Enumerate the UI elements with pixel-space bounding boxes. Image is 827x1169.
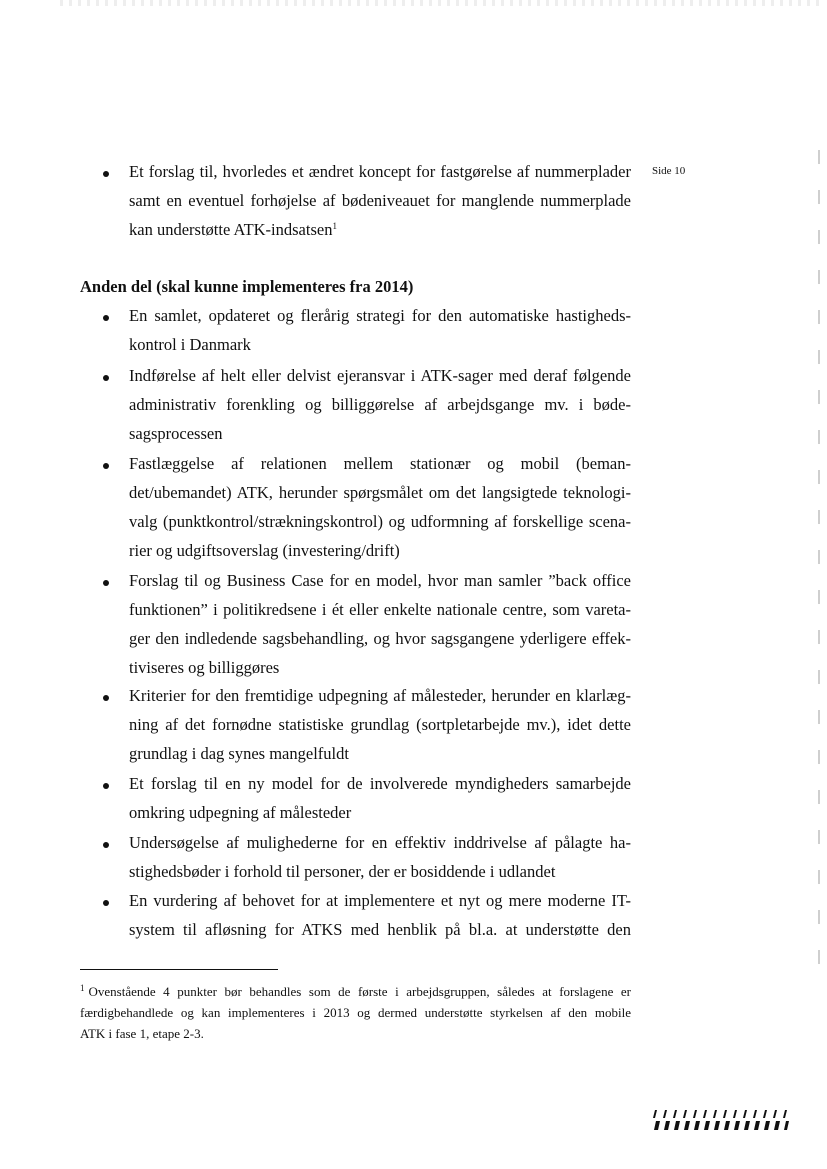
- item-line: sagsprocessen: [129, 424, 223, 443]
- item-line: Et forslag til en ny model for de involverede myndigheders samarbejde: [129, 774, 631, 793]
- item-line: Kriterier for den fremtidige udpegning af målesteder, herunder en klarlæg-: [129, 686, 631, 705]
- scan-artifact-top: [60, 0, 820, 6]
- bullet-icon: [103, 783, 109, 789]
- item-line: tiviseres og billiggøres: [129, 658, 280, 677]
- bullet-icon: [103, 900, 109, 906]
- item-line: grundlag i dag synes mangelfuldt: [129, 744, 349, 763]
- item-line: valg (punktkontrol/strækningskontrol) og udformning af forskellige scena-: [129, 512, 631, 531]
- item-line: Fastlæggelse af relationen mellem stationær og mobil (beman-: [129, 454, 631, 473]
- item-line: stighedsbøder i forhold til personer, der er bosiddende i udlandet: [129, 862, 556, 881]
- scan-artifact-right: [818, 150, 820, 970]
- bullet-icon: [103, 580, 109, 586]
- bullet-icon: [103, 171, 109, 177]
- footnote: [80, 981, 631, 1044]
- item-line: En samlet, opdateret og flerårig strategi for den automatiske hastigheds-: [129, 306, 631, 325]
- item-line: rier og udgiftsoverslag (investering/drift): [129, 541, 400, 560]
- item-line: En vurdering af behovet for at implementere et nyt og mere moderne IT-: [129, 891, 631, 910]
- item-line: det/ubemandet) ATK, herunder spørgsmålet om det langsigtede teknologi-: [129, 483, 631, 502]
- barcode-icon: [652, 1108, 790, 1132]
- footnote-line: [80, 981, 631, 1002]
- bullet-icon: [103, 315, 109, 321]
- item-line: kontrol i Danmark: [129, 335, 251, 354]
- item-line: Forslag til og Business Case for en model, hvor man samler ”back office: [129, 571, 631, 590]
- footnote-divider: [80, 969, 278, 970]
- footnote-line: færdigbehandlede og kan implementeres i 2013 og dermed understøtte styrkelsen af den mobile: [80, 1005, 631, 1020]
- footnote-mark: 1: [80, 983, 85, 993]
- page-number-label: Side 10: [652, 165, 686, 177]
- item-line: omkring udpegning af målesteder: [129, 803, 352, 822]
- footnote-line: ATK i fase 1, etape 2-3.: [80, 1026, 204, 1041]
- item-line: ger den indledende sagsbehandling, og hvor sagsgangene yderligere effek-: [129, 629, 631, 648]
- item-line: funktionen” i politikredsene i ét eller enkelte nationale centre, som vareta-: [129, 600, 631, 619]
- bullet-icon: [103, 842, 109, 848]
- intro-line-3: [129, 220, 631, 240]
- bullet-icon: [103, 375, 109, 381]
- intro-line-1: Et forslag til, hvorledes et ændret koncept for fastgørelse af nummerplader: [129, 162, 631, 181]
- intro-line-2: samt en eventuel forhøjelse af bødeniveauet for manglende nummerplade: [129, 191, 631, 210]
- item-line: Undersøgelse af mulighederne for en effektiv inddrivelse af pålagte ha-: [129, 833, 631, 852]
- footnote-reference: 1: [332, 221, 337, 231]
- intro-line-3-text: kan understøtte ATK-indsatsen: [129, 220, 333, 239]
- footnote-line-1-text: Ovenstående 4 punkter bør behandles som de første i arbejdsgruppen, således at forslagene er: [88, 984, 631, 999]
- item-line: system til afløsning for ATKS med henblik på bl.a. at understøtte den: [129, 920, 631, 939]
- item-line: ning af det fornødne statistiske grundlag (sortpletarbejde mv.), idet dette: [129, 715, 631, 734]
- item-line: administrativ forenkling og billiggørelse af arbejdsgange mv. i bøde-: [129, 395, 631, 414]
- bullet-icon: [103, 463, 109, 469]
- item-line: Indførelse af helt eller delvist ejeransvar i ATK-sager med deraf følgende: [129, 366, 631, 385]
- bullet-icon: [103, 695, 109, 701]
- section-heading: Anden del (skal kunne implementeres fra 2014): [80, 277, 414, 296]
